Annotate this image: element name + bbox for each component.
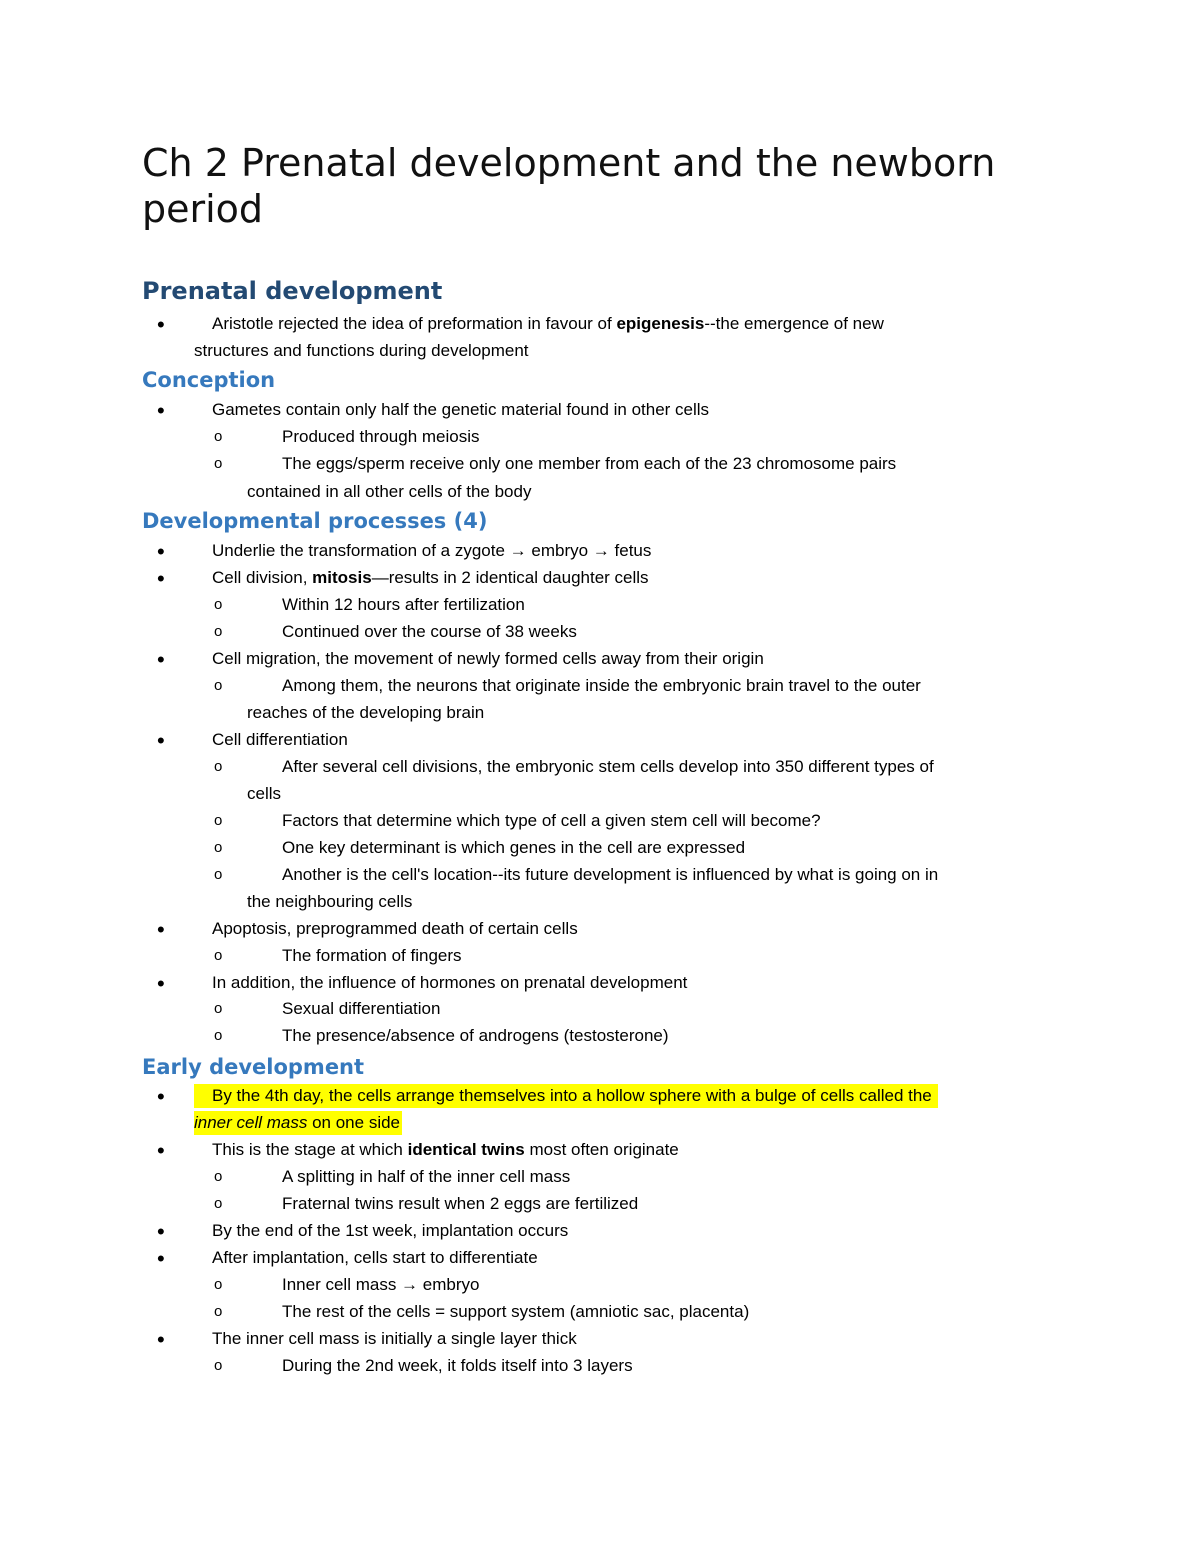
bullet-icon: •: [157, 1219, 165, 1244]
sub-list-item: The eggs/sperm receive only one member from each of the 23 chromosome pairs: [282, 454, 897, 473]
bullet-icon: •: [157, 917, 165, 942]
page-title: Ch 2 Prenatal development and the newborn period: [142, 141, 996, 231]
sub-list-item: Produced through meiosis: [282, 427, 480, 446]
highlighted-list-item: By the 4th day, the cells arrange themselves into a hollow sphere with a bulge of cells called the: [194, 1084, 938, 1108]
sub-bullet-icon: o: [214, 839, 223, 856]
sub-bullet-icon: o: [214, 1195, 223, 1212]
sub-bullet-icon: o: [214, 812, 223, 829]
list-item: This is the stage at which identical twins most often originate: [212, 1140, 679, 1159]
sub-list-item: During the 2nd week, it folds itself into 3 layers: [282, 1356, 633, 1375]
sub-list-item-continuation: reaches of the developing brain: [247, 703, 485, 722]
sub-bullet-icon: o: [214, 1000, 223, 1017]
bullet-icon: •: [157, 647, 165, 672]
list-item: Gametes contain only half the genetic material found in other cells: [212, 400, 710, 419]
sub-bullet-icon: o: [214, 1168, 223, 1185]
sub-bullet-icon: o: [214, 1303, 223, 1320]
list-item-continuation: structures and functions during development: [194, 341, 529, 360]
section-heading-processes: Developmental processes (4): [142, 509, 488, 533]
sub-list-item: The formation of fingers: [282, 946, 462, 965]
bullet-icon: •: [157, 1246, 165, 1271]
sub-bullet-icon: o: [214, 1276, 223, 1293]
sub-list-item: The presence/absence of androgens (testosterone): [282, 1026, 669, 1045]
sub-bullet-icon: o: [214, 677, 223, 694]
bullet-icon: •: [157, 1327, 165, 1352]
list-item: By the end of the 1st week, implantation occurs: [212, 1221, 569, 1240]
sub-list-item: Inner cell mass → embryo: [282, 1275, 480, 1294]
sub-list-item: Continued over the course of 38 weeks: [282, 622, 577, 641]
section-heading-conception: Conception: [142, 368, 276, 392]
list-item: Cell migration, the movement of newly formed cells away from their origin: [212, 649, 764, 668]
list-item: In addition, the influence of hormones on prenatal development: [212, 973, 688, 992]
bullet-icon: •: [157, 1138, 165, 1163]
list-item: After implantation, cells start to differentiate: [212, 1248, 538, 1267]
list-item: The inner cell mass is initially a single layer thick: [212, 1329, 577, 1348]
sub-bullet-icon: o: [214, 1027, 223, 1044]
bullet-icon: •: [157, 1084, 165, 1109]
sub-list-item: The rest of the cells = support system (amniotic sac, placenta): [282, 1302, 750, 1321]
sub-list-item: Among them, the neurons that originate inside the embryonic brain travel to the outer: [282, 676, 921, 695]
bullet-icon: •: [157, 398, 165, 423]
sub-bullet-icon: o: [214, 1357, 223, 1374]
sub-list-item: After several cell divisions, the embryonic stem cells develop into 350 different types of: [282, 757, 934, 776]
section-heading-early: Early development: [142, 1055, 365, 1079]
bullet-icon: •: [157, 312, 165, 337]
bullet-icon: •: [157, 566, 165, 591]
sub-bullet-icon: o: [214, 866, 223, 883]
bullet-icon: •: [157, 971, 165, 996]
sub-bullet-icon: o: [214, 455, 223, 472]
sub-list-item-continuation: cells: [247, 784, 282, 803]
sub-bullet-icon: o: [214, 623, 223, 640]
sub-bullet-icon: o: [214, 428, 223, 445]
list-item: Cell division, mitosis—results in 2 identical daughter cells: [212, 568, 649, 587]
sub-list-item: A splitting in half of the inner cell mass: [282, 1167, 571, 1186]
sub-list-item: Fraternal twins result when 2 eggs are fertilized: [282, 1194, 639, 1213]
sub-bullet-icon: o: [214, 758, 223, 775]
sub-list-item-continuation: the neighbouring cells: [247, 892, 413, 911]
sub-list-item: Another is the cell's location--its future development is influenced by what is going on in: [282, 865, 939, 884]
sub-list-item-continuation: contained in all other cells of the body: [247, 482, 532, 501]
list-item: Aristotle rejected the idea of preformation in favour of epigenesis--the emergence of new: [212, 314, 884, 333]
bullet-icon: •: [157, 539, 165, 564]
sub-list-item: Within 12 hours after fertilization: [282, 595, 525, 614]
sub-bullet-icon: o: [214, 947, 223, 964]
sub-list-item: Sexual differentiation: [282, 999, 441, 1018]
section-heading-prenatal: Prenatal development: [142, 277, 443, 305]
list-item: Apoptosis, preprogrammed death of certain cells: [212, 919, 578, 938]
sub-list-item: Factors that determine which type of cell a given stem cell will become?: [282, 811, 821, 830]
bullet-icon: •: [157, 728, 165, 753]
sub-list-item: One key determinant is which genes in the cell are expressed: [282, 838, 746, 857]
sub-bullet-icon: o: [214, 596, 223, 613]
highlighted-list-item-continuation: inner cell mass on one side: [194, 1111, 402, 1135]
list-item: Underlie the transformation of a zygote → embryo → fetus: [212, 541, 652, 560]
list-item: Cell differentiation: [212, 730, 348, 749]
